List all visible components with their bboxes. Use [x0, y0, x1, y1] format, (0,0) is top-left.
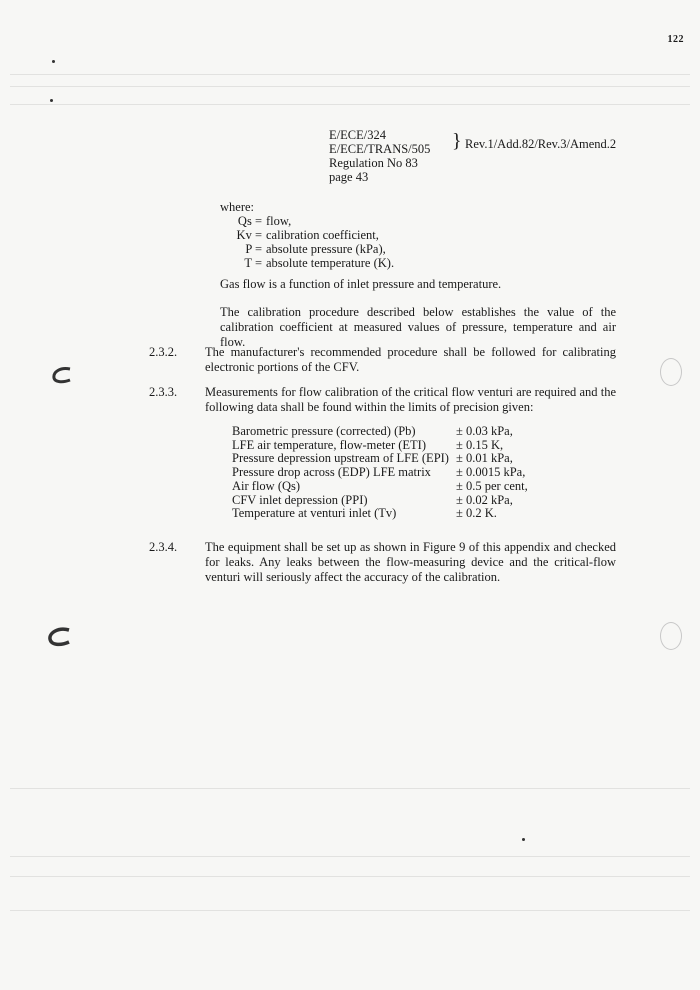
- variable-symbol: Kv =: [236, 228, 262, 242]
- scan-rule: [10, 876, 690, 877]
- variable-symbol: Qs =: [237, 214, 262, 228]
- variable-row: [220, 256, 394, 270]
- document-header: [329, 128, 430, 184]
- section-text: The manufacturer's recommended procedure shall be followed for calibrating electronic portions of the CFV.: [205, 345, 616, 374]
- table-row: [232, 494, 528, 508]
- quantity-cell: Air flow (Qs): [232, 478, 301, 493]
- where-label: where:: [220, 200, 255, 214]
- quantity-cell: LFE air temperature, flow-meter (ETI): [232, 437, 427, 452]
- table-row: [232, 425, 528, 439]
- section-number: 2.3.4.: [149, 540, 178, 554]
- scan-rule: [10, 74, 690, 75]
- variable-definitions: [220, 200, 394, 270]
- variable-row: [220, 228, 394, 242]
- precision-cell: ± 0.0015 kPa,: [456, 465, 526, 480]
- binder-clip-mark: [46, 626, 72, 648]
- quantity-cell: Pressure depression upstream of LFE (EPI): [232, 451, 449, 466]
- section-text: Measurements for flow calibration of the critical flow venturi are required and the following data shall be found within the limits of precision given:: [205, 385, 616, 414]
- quantity-cell: Barometric pressure (corrected) (Pb): [232, 424, 416, 438]
- header-line: page 43: [329, 170, 369, 184]
- binder-clip-mark: [50, 366, 72, 384]
- quantity-cell: Pressure drop across (EDP) LFE matrix: [232, 465, 431, 480]
- table-row: [232, 507, 528, 521]
- precision-cell: ± 0.15 K,: [456, 437, 504, 452]
- scan-rule: [10, 104, 690, 105]
- scan-speck: [522, 838, 525, 841]
- variable-description: absolute pressure (kPa),: [266, 242, 386, 256]
- variable-row: [220, 242, 394, 256]
- precision-cell: ± 0.5 per cent,: [456, 478, 528, 493]
- header-line: E/ECE/324: [329, 128, 386, 142]
- header-revision: Rev.1/Add.82/Rev.3/Amend.2: [465, 137, 617, 151]
- section-number: 2.3.2.: [149, 345, 178, 359]
- quantity-cell: Temperature at venturi inlet (Tv): [232, 506, 397, 521]
- punch-hole: [660, 622, 682, 650]
- precision-cell: ± 0.02 kPa,: [456, 492, 513, 507]
- section-number: 2.3.3.: [149, 385, 178, 399]
- section-text: The equipment shall be set up as shown in Figure 9 of this appendix and checked for leaks. Any leaks between the flow-measuring device and the critical-flow venturi will seriously affect the accuracy of the calibration.: [205, 540, 616, 584]
- header-line: E/ECE/TRANS/505: [329, 142, 431, 156]
- punch-hole: [660, 358, 682, 386]
- variable-description: absolute temperature (K).: [266, 256, 395, 270]
- precision-cell: ± 0.2 K.: [456, 506, 497, 521]
- quantity-cell: CFV inlet depression (PPI): [232, 492, 368, 507]
- gas-flow-paragraph: Gas flow is a function of inlet pressure and temperature.: [220, 277, 502, 291]
- variable-row: [220, 214, 394, 228]
- header-line: Regulation No 83: [329, 156, 418, 170]
- scan-speck: [50, 99, 53, 102]
- calibration-procedure-paragraph: The calibration procedure described below establishes the value of the calibration coefficient at measured values of pressure, temperature and air flow.: [220, 305, 616, 349]
- scan-rule: [10, 788, 690, 789]
- table-row: [232, 466, 528, 480]
- header-brace: }: [452, 130, 462, 152]
- variable-description: calibration coefficient,: [266, 228, 379, 242]
- scan-rule: [10, 86, 690, 87]
- variable-symbol: T =: [244, 256, 262, 270]
- table-row: [232, 480, 528, 494]
- table-row: [232, 439, 528, 453]
- precision-cell: ± 0.03 kPa,: [456, 424, 513, 438]
- scan-speck: [52, 60, 55, 63]
- variable-description: flow,: [266, 214, 292, 228]
- table-row: [232, 452, 528, 466]
- page-number: 122: [667, 34, 684, 45]
- variable-symbol: P =: [245, 242, 262, 256]
- precision-table: [232, 425, 528, 521]
- scan-rule: [10, 856, 690, 857]
- precision-cell: ± 0.01 kPa,: [456, 451, 513, 466]
- scan-rule: [10, 910, 690, 911]
